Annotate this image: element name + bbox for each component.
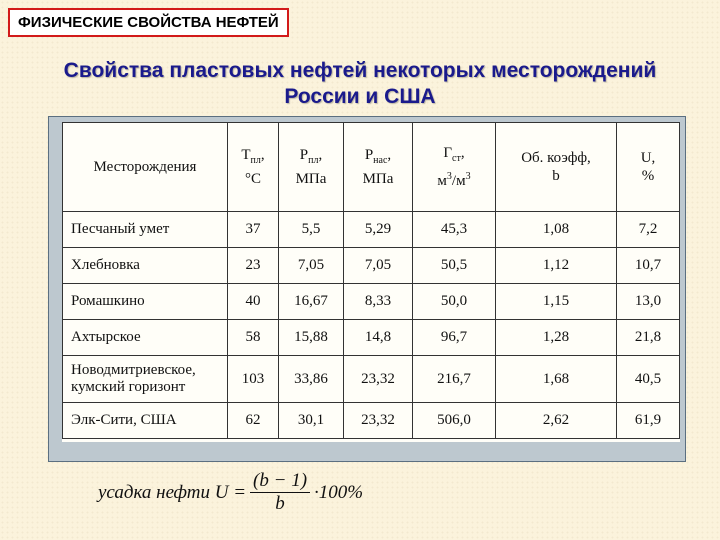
formula-factor: ·100% [314, 481, 364, 503]
formula-fraction: $\frac{(b - 1)}{b}$ [250, 470, 310, 515]
header-saturation-pressure: $P_{нас}$, МПа [344, 123, 413, 212]
shrinkage-formula [98, 470, 363, 515]
page-title: Свойства пластовых нефтей некоторых месторождений России и США [63, 59, 657, 108]
table-row: Хлебновка 23 7,05 7,05 50,5 1,12 10,7 [63, 248, 680, 284]
table-row: Ахтырское 58 15,88 14,8 96,7 1,28 21,8 [63, 320, 680, 356]
table-header-row [63, 123, 680, 212]
table-row: Ромашкино 40 16,67 8,33 50,0 1,15 13,0 [63, 284, 680, 320]
section-tag: ФИЗИЧЕСКИЕ СВОЙСТВА НЕФТЕЙ [8, 8, 289, 37]
header-reservoir-pressure: $P_{пл}$, МПа [279, 123, 344, 212]
header-volume-factor: Об. коэфф, b [496, 123, 617, 212]
table-row: Новодмитриевское, кумский горизонт 103 33,86 23,32 216,7 1,68 40,5 [63, 356, 680, 403]
oil-properties-table [62, 122, 680, 439]
header-temperature: $T_{пл}$, °C [228, 123, 279, 212]
formula-label: усадка нефти U = [98, 481, 247, 503]
header-gas-factor: $Г_{ст}$, $м^3/м^3$ [413, 123, 496, 212]
header-fields: Месторождения [63, 123, 228, 212]
table-row: Песчаный умет 37 5,5 5,29 45,3 1,08 7,2 [63, 212, 680, 248]
table-row: Элк-Сити, США 62 30,1 23,32 506,0 2,62 61,9 [63, 403, 680, 439]
header-shrinkage: U, % [617, 123, 680, 212]
